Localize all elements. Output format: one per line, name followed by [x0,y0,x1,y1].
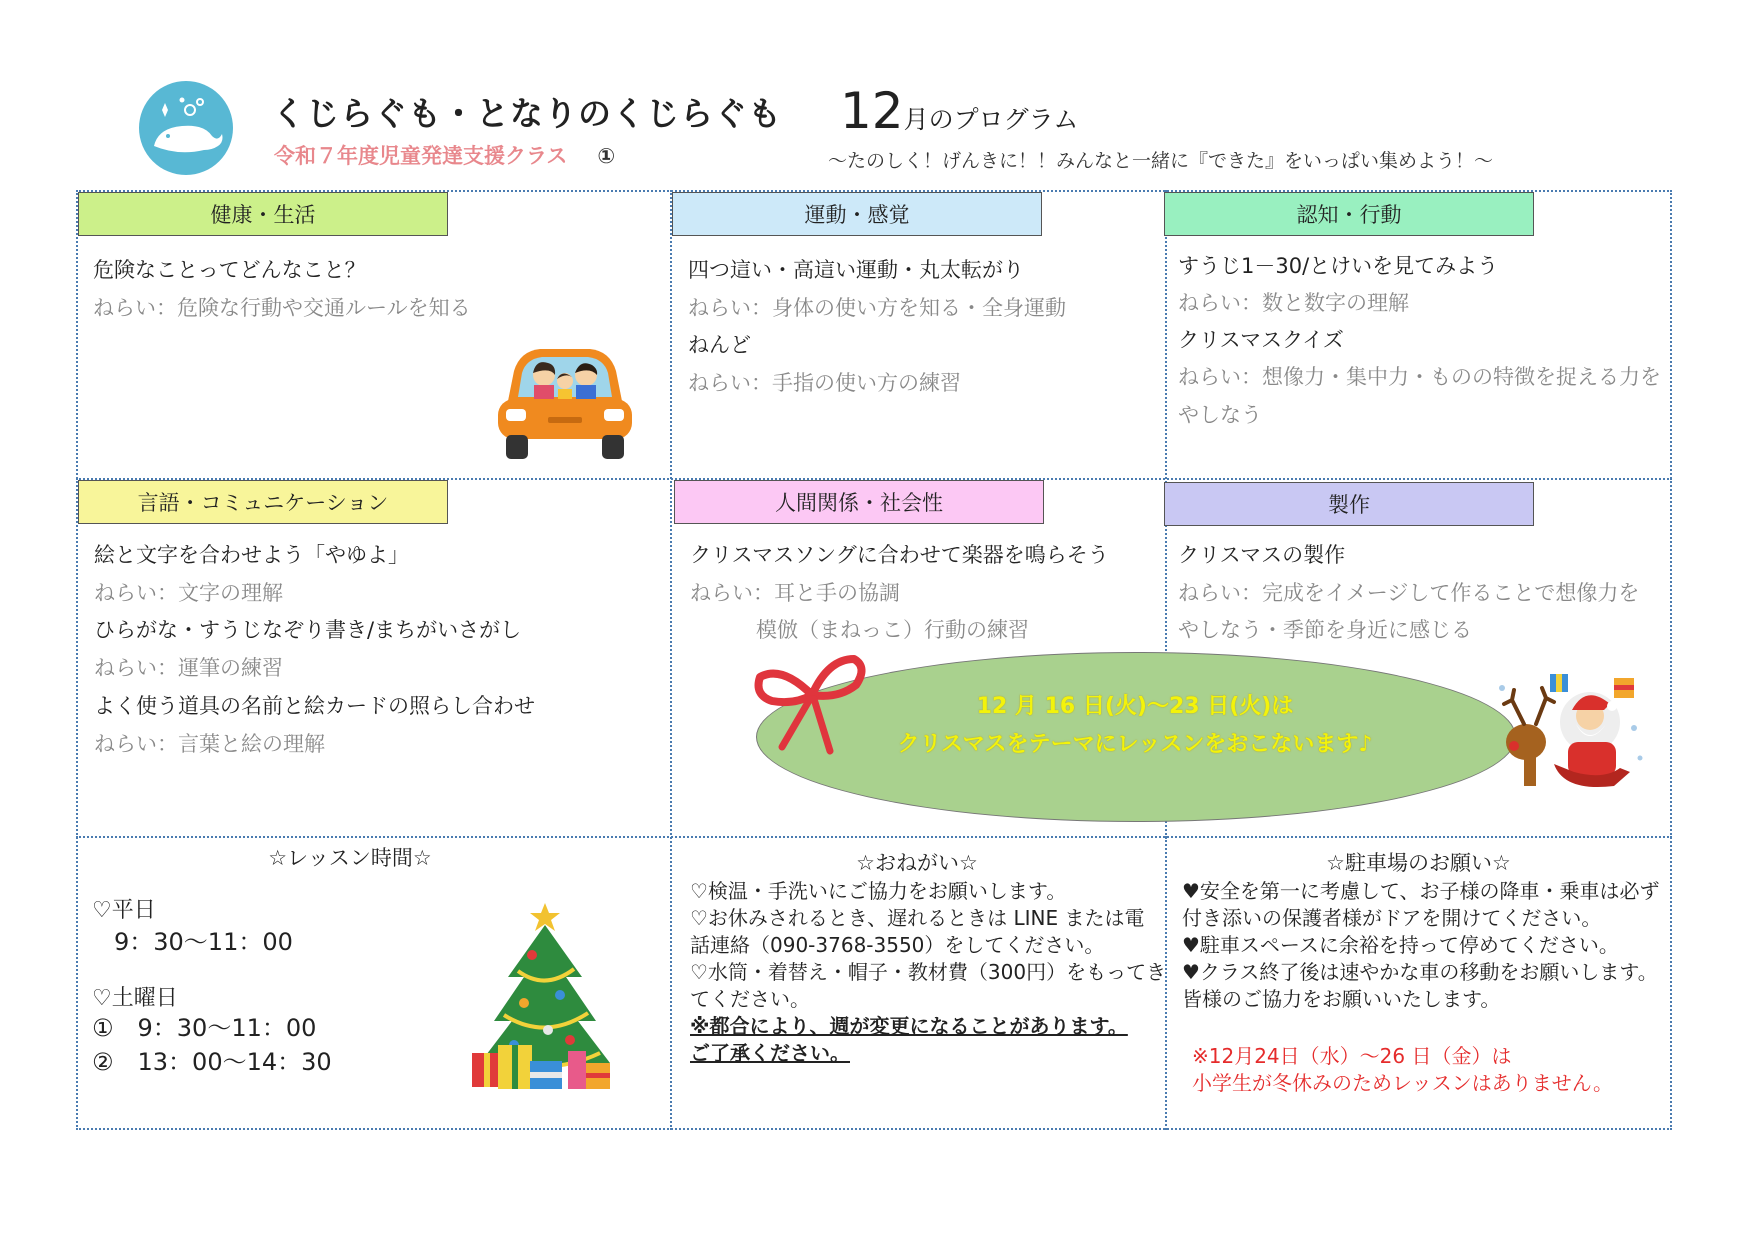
request-notice: ご了承ください。 [690,1041,850,1065]
health-activity: 危険なことってどんなこと？ [93,258,366,282]
request-line: ♡お休みされるとき、遅れるときは LINE または電 [690,906,1145,930]
no-lesson-notice: ※12月24日（水）～26 日（金）は [1192,1044,1512,1068]
social-aim: ねらい：耳と手の協調 [690,581,900,605]
language-aim-1: ねらい：文字の理解 [94,581,283,605]
motor-activity-2: ねんど [688,333,751,357]
month-suffix: 月のプログラム [903,105,1079,134]
craft-aim: ねらい：完成をイメージして作ることで想像力を [1178,581,1640,605]
social-activity: クリスマスソングに合わせて楽器を鳴らそう [690,543,1109,567]
santa-reindeer-icon [1494,668,1644,803]
motor-activity-1: 四つ這い・高這い運動・丸太転がり [688,258,1024,282]
language-aim-2: ねらい：運筆の練習 [94,656,283,680]
banner-dates: 12 月 16 日(火)～23 日(火)は [976,694,1294,719]
weekday-label: ♡平日 [92,898,156,923]
category-health: 健康・生活 [78,192,448,236]
request-notice: ※都合により、週が変更になることがあります。 [690,1014,1128,1038]
month-heading [840,82,1078,140]
parking-title: ☆駐車場のお願い☆ [1326,851,1511,875]
motor-aim-1: ねらい：身体の使い方を知る・全身運動 [688,296,1066,320]
motor-aim-2: ねらい：手指の使い方の練習 [688,371,961,395]
christmas-tree-icon [470,895,620,1095]
page-title: くじらぐも・となりのくじらぐも [272,94,782,133]
saturday-label: ♡土曜日 [92,986,178,1011]
language-activity-2: ひらがな・すうじなぞり書き/まちがいさがし [94,618,522,642]
parking-line: ♥安全を第一に考慮して、お子様の降車・乗車は必ず [1182,879,1660,903]
tagline: ～たのしく！げんきに！！みんなと一緒に『できた』をいっぱい集めよう！～ [828,150,1494,172]
class-number: ① [597,144,616,168]
language-activity-3: よく使う道具の名前と絵カードの照らし合わせ [94,694,535,718]
request-line: 話連絡（090-3768-3550）をしてください。 [690,933,1105,957]
cognition-aim-1: ねらい：数と数字の理解 [1178,291,1409,315]
craft-aim-cont: やしなう・季節を身近に感じる [1178,618,1472,642]
category-cognition: 認知・行動 [1164,192,1534,236]
parking-line: 皆様のご協力をお願いいたします。 [1182,987,1501,1011]
cognition-activity-2: クリスマスクイズ [1178,328,1344,352]
request-line: てください。 [690,987,810,1011]
category-craft: 製作 [1164,482,1534,526]
category-language: 言語・コミュニケーション [78,480,448,524]
social-aim-cont: 模倣（まねっこ）行動の練習 [756,618,1029,642]
no-lesson-notice: 小学生が冬休みのためレッスンはありません。 [1192,1071,1613,1095]
request-line: ♡水筒・着替え・帽子・教材費（300円）をもってき [690,960,1167,984]
grid-divider [670,190,672,1130]
weekday-time: 9：30～11：00 [114,928,293,956]
parking-line: ♥駐車スペースに余裕を持って停めてください。 [1182,933,1619,957]
saturday-slot-1: ① 9：30～11：00 [92,1014,317,1042]
lesson-time-title: ☆レッスン時間☆ [268,846,432,870]
cognition-aim-2: ねらい：想像力・集中力・ものの特徴を捉える力を [1178,365,1661,389]
cognition-activity-1: すうじ1－30/とけいを見てみよう [1178,254,1499,278]
category-social: 人間関係・社会性 [674,480,1044,524]
family-car-icon [492,345,638,463]
ribbon-icon [752,655,872,755]
requests-title: ☆おねがい☆ [856,851,978,875]
language-activity-1: 絵と文字を合わせよう「やゆよ」 [94,543,409,567]
parking-line: 付き添いの保護者様がドアを開けてください。 [1182,906,1602,930]
christmas-banner-text [770,688,1500,764]
request-line: ♡検温・手洗いにご協力をお願いします。 [690,879,1067,903]
cognition-aim-2-cont: やしなう [1178,403,1262,427]
class-name: 令和７年度児童発達支援クラス [274,144,568,168]
grid-divider [76,836,1672,838]
class-subtitle [274,140,615,170]
whale-logo-icon [138,80,234,176]
category-motor: 運動・感覚 [672,192,1042,236]
language-aim-3: ねらい：言葉と絵の理解 [94,732,325,756]
health-aim: ねらい：危険な行動や交通ルールを知る [93,296,471,320]
banner-message: クリスマスをテーマにレッスンをおこないます♪ [897,732,1373,757]
saturday-slot-2: ② 13：00～14：30 [92,1048,332,1076]
parking-line: ♥クラス終了後は速やかな車の移動をお願いします。 [1182,960,1658,984]
craft-activity: クリスマスの製作 [1178,543,1346,567]
month-number: 12 [840,82,904,140]
